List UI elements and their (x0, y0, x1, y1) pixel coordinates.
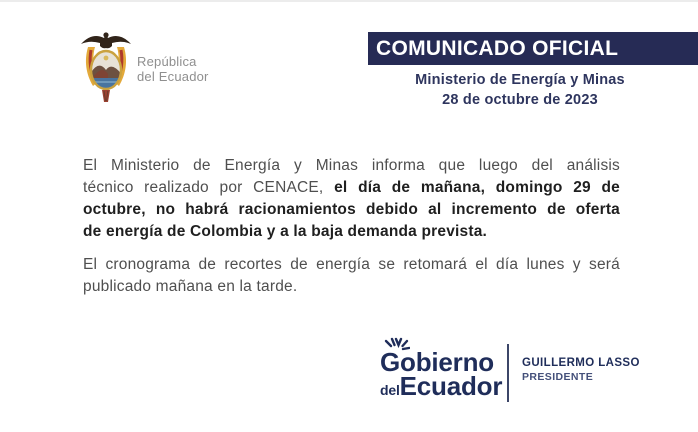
brand-line1: República (137, 54, 197, 69)
logo-divider (507, 344, 509, 402)
president-name: GUILLERMO LASSO (522, 357, 640, 369)
p1-line2 (83, 177, 620, 199)
gobierno-del-ecuador-logo (380, 336, 640, 408)
p2-line2: publicado mañana en la tarde. (83, 278, 298, 295)
brand-line2: del Ecuador (137, 69, 209, 84)
p2-line1: El cronograma de recortes de energía se retomará el día lunes y será (83, 256, 620, 273)
coat-of-arms-svg (78, 28, 134, 104)
p1-line1: El Ministerio de Energía y Minas informa que luego del análisis (83, 157, 620, 174)
p1-line2-regular: técnico realizado por CENACE, (83, 179, 335, 196)
gov-del: del (380, 382, 400, 398)
brand-wordmark (137, 54, 209, 84)
banner-title: COMUNICADO OFICIAL (376, 37, 619, 60)
ministry-name: Ministerio de Energía y Minas (415, 72, 625, 88)
communique-body (83, 155, 620, 298)
gov-wordmark-line2 (380, 373, 502, 403)
banner-subtitle (368, 70, 698, 110)
paragraph-1 (83, 155, 620, 243)
p1-line4: de energía de Colombia y a la baja demanda prevista. (83, 223, 488, 240)
official-banner (368, 32, 698, 65)
p1-line3: octubre, no habrá racionamientos debido al incremento de oferta (83, 201, 620, 218)
paragraph-2 (83, 254, 620, 298)
communique-date: 28 de octubre de 2023 (442, 92, 598, 108)
president-block (522, 357, 640, 383)
ecuador-coat-of-arms-icon (78, 28, 134, 104)
gov-wordmark-line1: Gobierno (380, 347, 494, 377)
p1-line2-bold: el día de mañana, domingo 29 de (334, 179, 621, 196)
president-title: PRESIDENTE (522, 371, 594, 383)
gov-ecuador: Ecuador (399, 371, 503, 401)
